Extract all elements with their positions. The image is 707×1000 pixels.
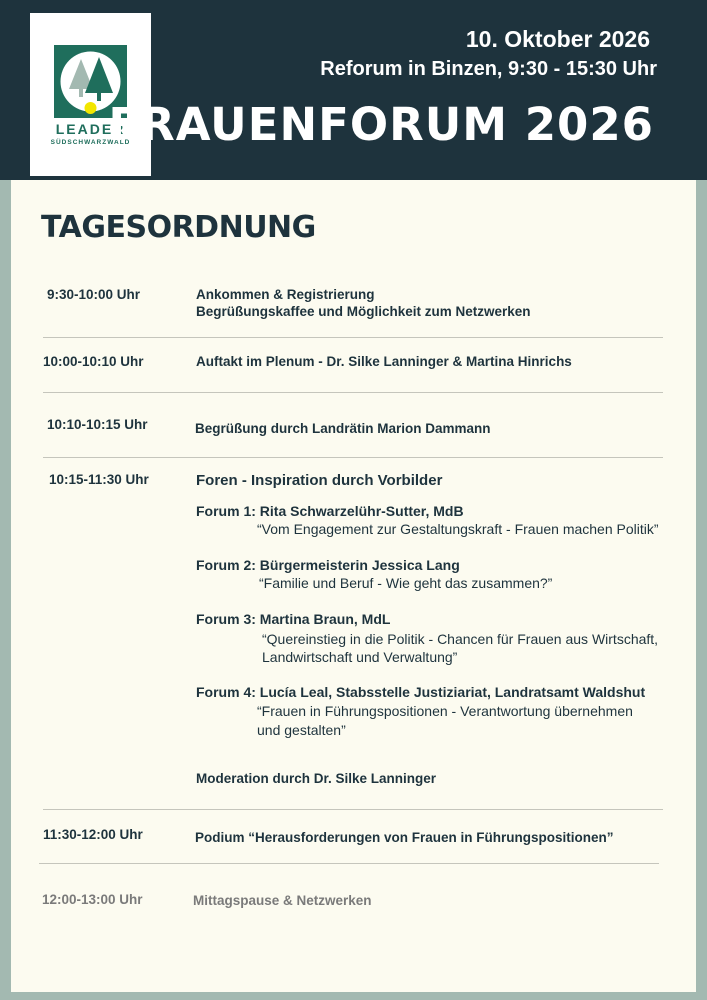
forum-heading: Forum 2: Bürgermeisterin Jessica Lang (196, 557, 460, 573)
agenda-time: 10:10-10:15 Uhr (47, 417, 148, 432)
agenda-time: 10:00-10:10 Uhr (43, 354, 144, 369)
agenda-label: Podium “Herausforderungen von Frauen in Führungspositionen” (195, 830, 614, 845)
logo-region: SÜDSCHWARZWALD (50, 139, 131, 146)
agenda-time: 9:30-10:00 Uhr (47, 287, 141, 302)
forum-topic: “Quereinstieg in die Politik - Chancen für Frauen aus Wirtschaft, (262, 631, 659, 647)
logo-name: LEADER (55, 121, 126, 137)
divider (43, 392, 663, 393)
agenda-time: 10:15-11:30 Uhr (49, 472, 149, 487)
agenda-time: 12:00-13:00 Uhr (42, 892, 143, 907)
forum-topic: “Frauen in Führungspositionen - Verantwortung übernehmen (257, 703, 633, 719)
forum-heading: Forum 4: Lucía Leal, Stabsstelle Justiziariat, Landratsamt Waldshut (196, 684, 646, 700)
agenda-card (11, 180, 696, 992)
event-date: 10. Oktober 2026 (465, 26, 650, 52)
forum-topic: “Familie und Beruf - Wie geht das zusammen?” (259, 575, 553, 591)
moderation-label: Moderation durch Dr. Silke Lanninger (196, 771, 437, 786)
agenda-label: Auftakt im Plenum - Dr. Silke Lanninger & Martina Hinrichs (196, 354, 572, 369)
agenda-label: Begrüßung durch Landrätin Marion Dammann (195, 421, 491, 436)
agenda-heading: TAGESORDNUNG (41, 210, 316, 245)
agenda-label: Foren - Inspiration durch Vorbilder (196, 472, 443, 489)
divider (39, 863, 659, 864)
forum-topic: “Vom Engagement zur Gestaltungskraft - Frauen machen Politik” (257, 521, 659, 537)
event-title: FRAUENFORUM 2026 (108, 98, 654, 151)
event-venue: Reforum in Binzen, 9:30 - 15:30 Uhr (320, 58, 657, 80)
forum-topic: und gestalten” (257, 722, 346, 738)
divider (43, 337, 663, 338)
divider (43, 457, 663, 458)
header-banner (0, 0, 707, 180)
forum-heading: Forum 1: Rita Schwarzelühr-Sutter, MdB (196, 503, 464, 519)
agenda-time: 11:30-12:00 Uhr (43, 827, 143, 842)
forum-topic: Landwirtschaft und Verwaltung” (262, 649, 458, 665)
forum-heading: Forum 3: Martina Braun, MdL (196, 611, 391, 627)
divider (43, 809, 663, 810)
agenda-label: Mittagspause & Netzwerken (193, 893, 372, 908)
agenda-label: Ankommen & Registrierung (196, 287, 375, 302)
agenda-label: Begrüßungskaffee und Möglichkeit zum Netzwerken (196, 304, 531, 319)
leader-logo (30, 13, 151, 176)
